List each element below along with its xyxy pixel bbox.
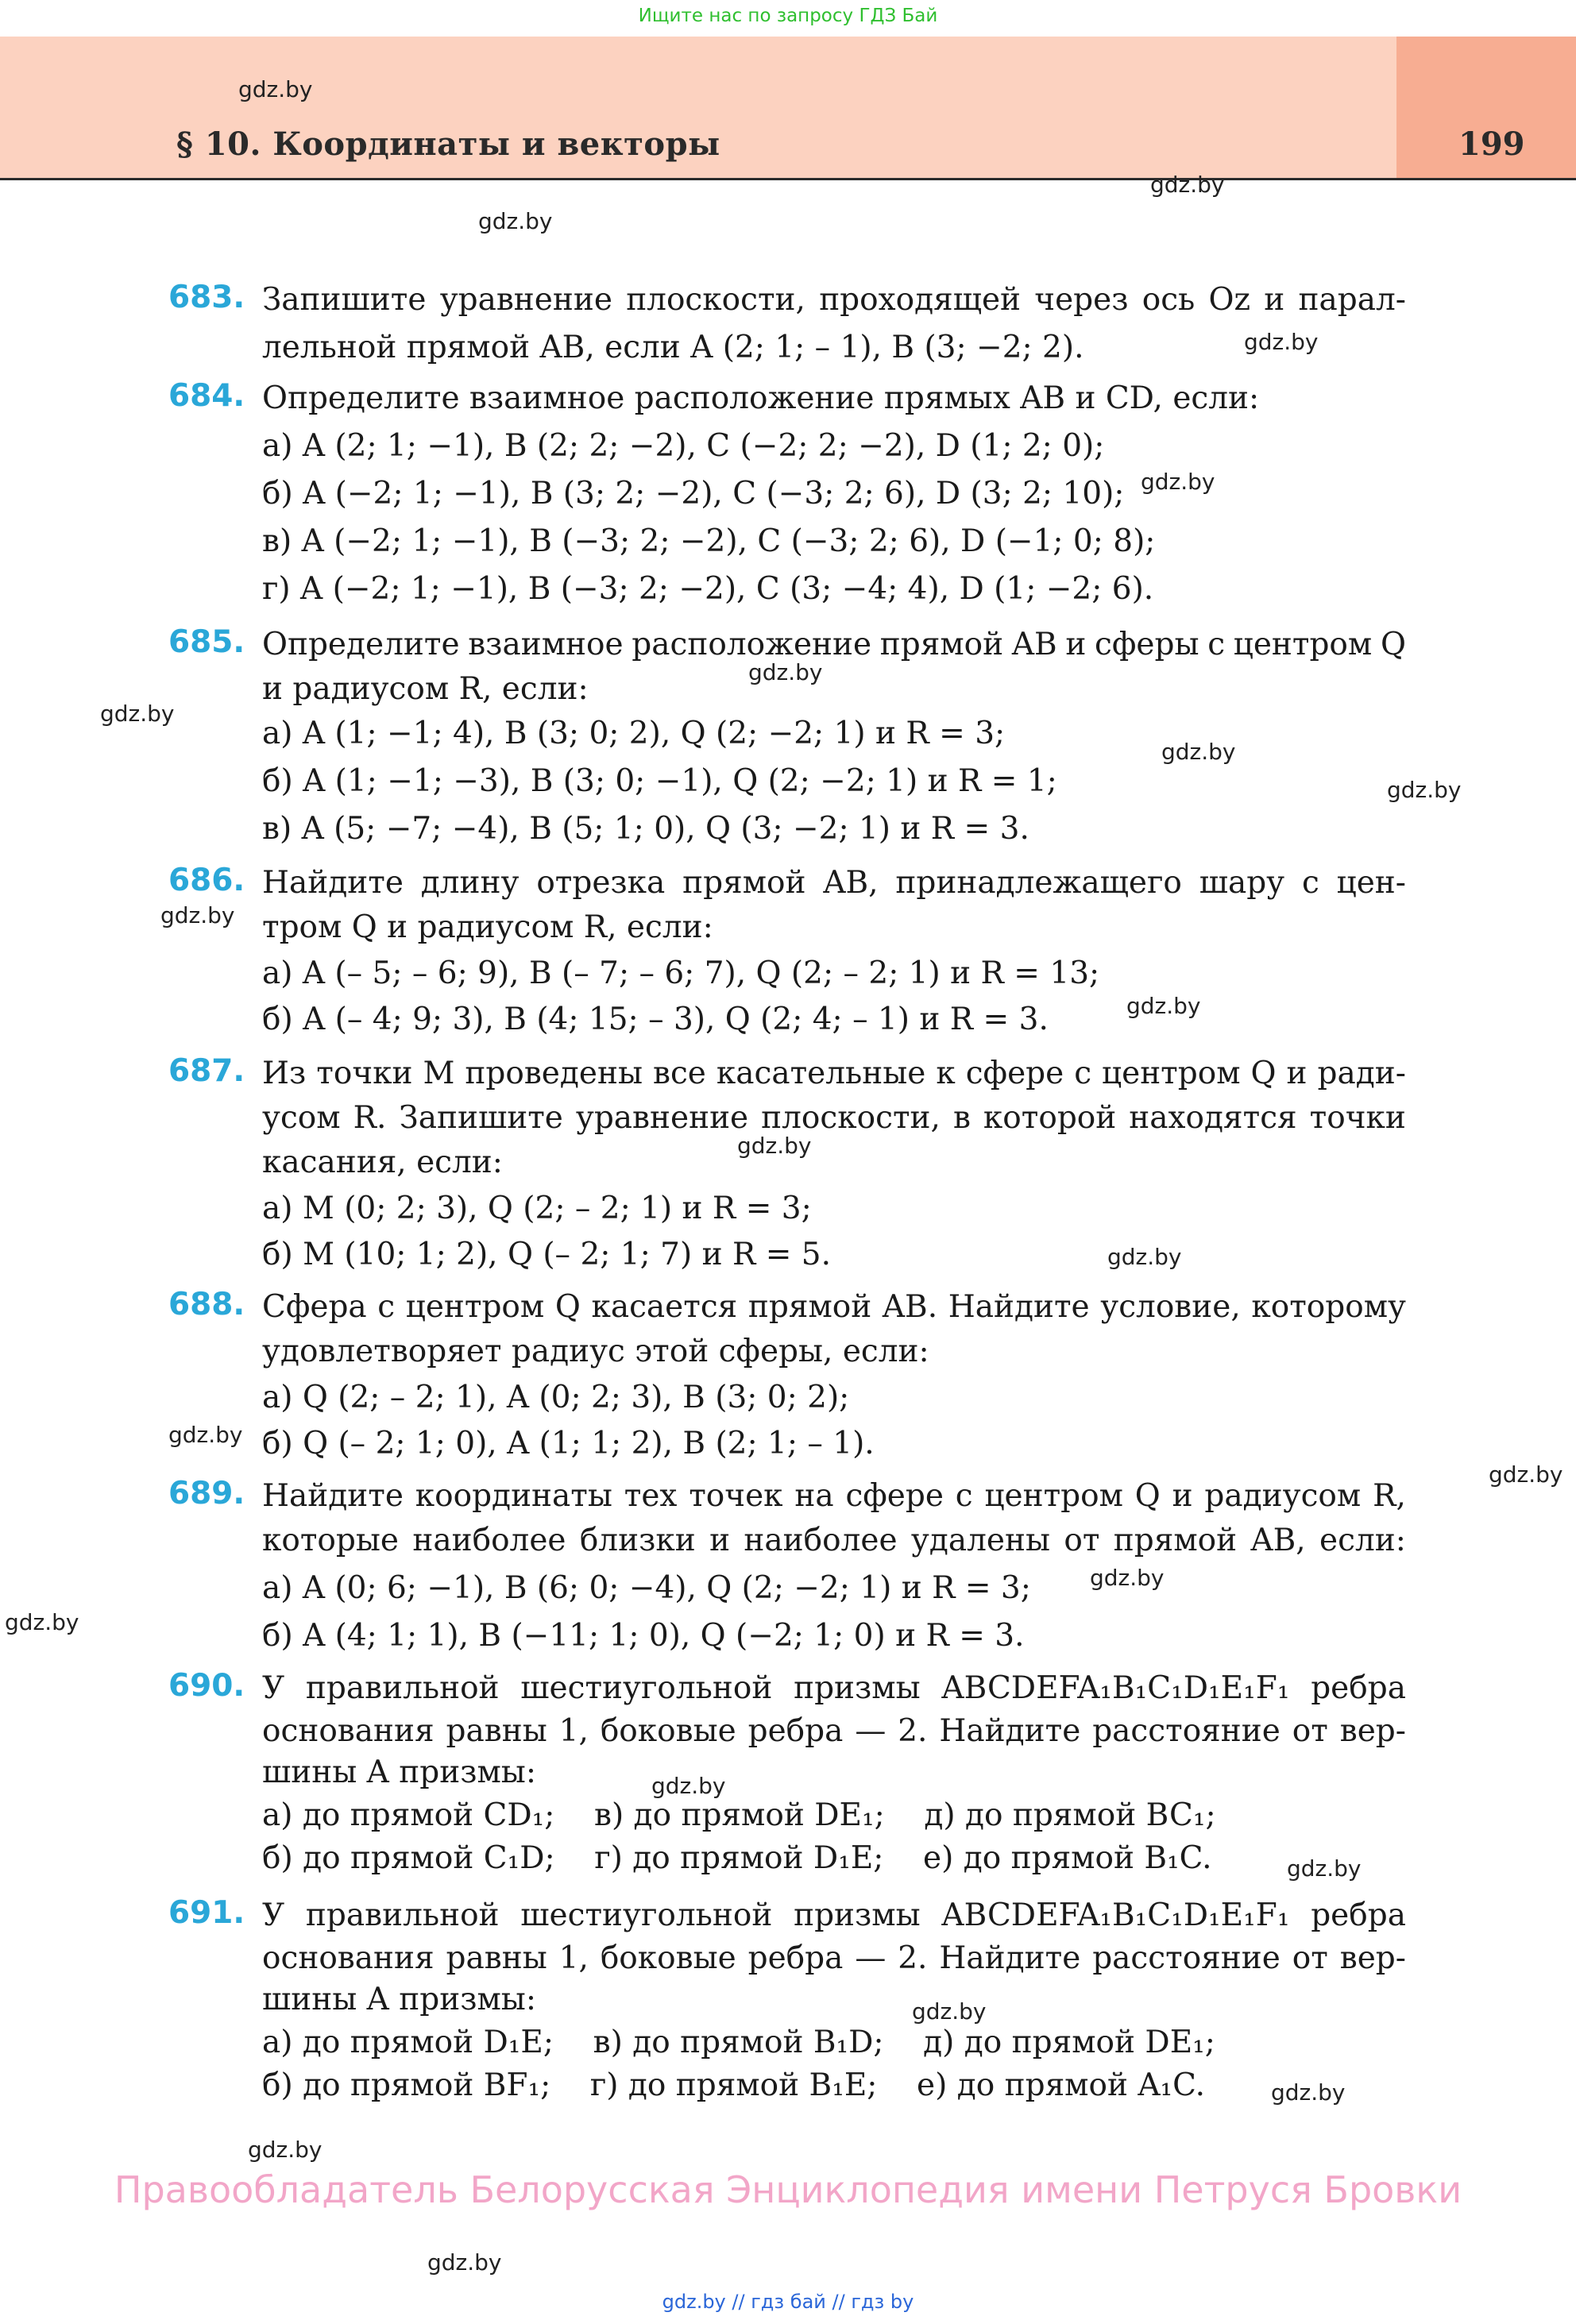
problem-line: и радиусом R, если: [262,671,589,707]
problem-line: б) до прямой C₁D; г) до прямой D₁E; е) до прямой B₁C. [262,1840,1212,1876]
footer-links[interactable]: gdz.by // гдз бай // гдз by [662,2291,914,2313]
watermark: gdz.by [1126,993,1201,1019]
page-number: 199 [1458,125,1525,163]
problem-line: удовлетворяет радиус этой сферы, если: [262,1334,929,1369]
watermark: gdz.by [1150,172,1225,198]
problem-line: в) A (5; −7; −4), B (5; 1; 0), Q (3; −2; 1) и R = 3. [262,811,1029,847]
watermark: gdz.by [1161,739,1236,765]
problem-line: б) A (– 4; 9; 3), B (4; 15; – 3), Q (2; 4; – 1) и R = 3. [262,1002,1049,1037]
problem-number: 689. [168,1476,245,1511]
problem-line: а) Q (2; – 2; 1), A (0; 2; 3), B (3; 0; 2); [262,1380,850,1415]
problem-line: б) Q (– 2; 1; 0), A (1; 1; 2), B (2; 1; – 1). [262,1426,875,1461]
problem-line: усом R. Запишите уравнение плоскости, в которой находятся точки [262,1100,1406,1136]
watermark: gdz.by [5,1609,79,1635]
problem-line: б) A (−2; 1; −1), B (3; 2; −2), C (−3; 2; 6), D (3; 2; 10); [262,476,1125,512]
copyright-notice: Правообладатель Белорусская Энциклопедия имени Петруся Бровки [114,2168,1462,2211]
problem-number: 685. [168,624,245,660]
header-rule [0,178,1576,180]
problem-line: тром Q и радиусом R, если: [262,909,713,945]
problem-line: б) A (1; −1; −3), B (3; 0; −1), Q (2; −2; 1) и R = 1; [262,763,1057,799]
problem-line: б) A (4; 1; 1), B (−11; 1; 0), Q (−2; 1; 0) и R = 3. [262,1618,1025,1654]
watermark: gdz.by [1090,1565,1165,1591]
problem-line: б) до прямой BF₁; г) до прямой B₁E; е) до прямой A₁C. [262,2067,1206,2103]
problem-number: 683. [168,280,245,315]
watermark: gdz.by [1489,1461,1563,1488]
watermark: gdz.by [248,2137,323,2163]
watermark: gdz.by [1107,1244,1182,1270]
problem-number: 690. [168,1668,245,1704]
problem-line: Запишите уравнение плоскости, проходящей через ось Oz и парал- [262,282,1406,318]
problem-number: 684. [168,378,245,414]
watermark: gdz.by [1141,469,1215,495]
problem-line: г) A (−2; 1; −1), B (−3; 2; −2), C (3; −4; 4), D (1; −2; 6). [262,571,1154,607]
watermark: gdz.by [160,902,235,928]
problem-line: У правильной шестиугольной призмы ABCDEFA₁B₁C₁D₁E₁F₁ ребра [262,1897,1406,1933]
watermark: gdz.by [427,2249,502,2276]
watermark: gdz.by [737,1133,812,1159]
section-title: § 10. Координаты и векторы [176,125,720,163]
problem-line: б) M (10; 1; 2), Q (– 2; 1; 7) и R = 5. [262,1237,832,1272]
top-banner[interactable]: Ищите нас по запросу ГДЗ Бай [638,6,938,26]
problem-line: а) A (1; −1; 4), B (3; 0; 2), Q (2; −2; 1) и R = 3; [262,716,1006,751]
problem-line: У правильной шестиугольной призмы ABCDEFA₁B₁C₁D₁E₁F₁ ребра [262,1670,1406,1706]
watermark: gdz.by [238,76,313,102]
watermark: gdz.by [912,1998,987,2025]
problem-line: а) A (– 5; – 6; 9), B (– 7; – 6; 7), Q (2; – 2; 1) и R = 13; [262,955,1100,991]
problem-line: Найдите координаты тех точек на сфере с центром Q и радиусом R, [262,1478,1406,1514]
problem-line: Найдите длину отрезка прямой AB, принадлежащего шару с цен- [262,865,1406,901]
problem-line: а) A (2; 1; −1), B (2; 2; −2), C (−2; 2; −2), D (1; 2; 0); [262,428,1105,464]
problem-line: шины A призмы: [262,1982,536,2017]
problem-line: лельной прямой AB, если A (2; 1; – 1), B (3; −2; 2). [262,330,1084,365]
watermark: gdz.by [478,208,553,234]
problem-number: 687. [168,1053,245,1089]
watermark: gdz.by [168,1422,243,1448]
problem-line: касания, если: [262,1145,503,1180]
problem-line: Определите взаимное расположение прямых AB и CD, если: [262,380,1260,416]
problem-line: которые наиболее близки и наиболее удалены от прямой AB, если: [262,1523,1406,1558]
watermark: gdz.by [1387,777,1462,803]
problem-line: Сфера с центром Q касается прямой AB. Найдите условие, которому [262,1289,1406,1325]
problem-line: а) до прямой CD₁; в) до прямой DE₁; д) до прямой BC₁; [262,1797,1216,1833]
problem-line: основания равны 1, боковые ребра — 2. Найдите расстояние от вер- [262,1940,1406,1976]
problem-line: Определите взаимное расположение прямой AB и сферы с центром Q [262,627,1406,662]
problem-line: а) до прямой D₁E; в) до прямой B₁D; д) до прямой DE₁; [262,2025,1215,2060]
problem-number: 688. [168,1287,245,1322]
problem-line: Из точки M проведены все касательные к сфере с центром Q и ради- [262,1056,1406,1091]
problem-number: 686. [168,863,245,898]
problem-number: 691. [168,1895,245,1931]
watermark: gdz.by [1244,329,1319,355]
problem-line: в) A (−2; 1; −1), B (−3; 2; −2), C (−3; 2; 6), D (−1; 0; 8); [262,523,1156,559]
watermark: gdz.by [651,1773,726,1799]
problem-line: а) M (0; 2; 3), Q (2; – 2; 1) и R = 3; [262,1191,812,1226]
watermark: gdz.by [1287,1855,1362,1882]
watermark: gdz.by [1271,2079,1346,2106]
watermark: gdz.by [100,701,175,727]
problem-line: а) A (0; 6; −1), B (6; 0; −4), Q (2; −2; 1) и R = 3; [262,1570,1031,1606]
problem-line: шины A призмы: [262,1755,536,1790]
problem-line: основания равны 1, боковые ребра — 2. Найдите расстояние от вер- [262,1713,1406,1749]
watermark: gdz.by [748,659,823,685]
